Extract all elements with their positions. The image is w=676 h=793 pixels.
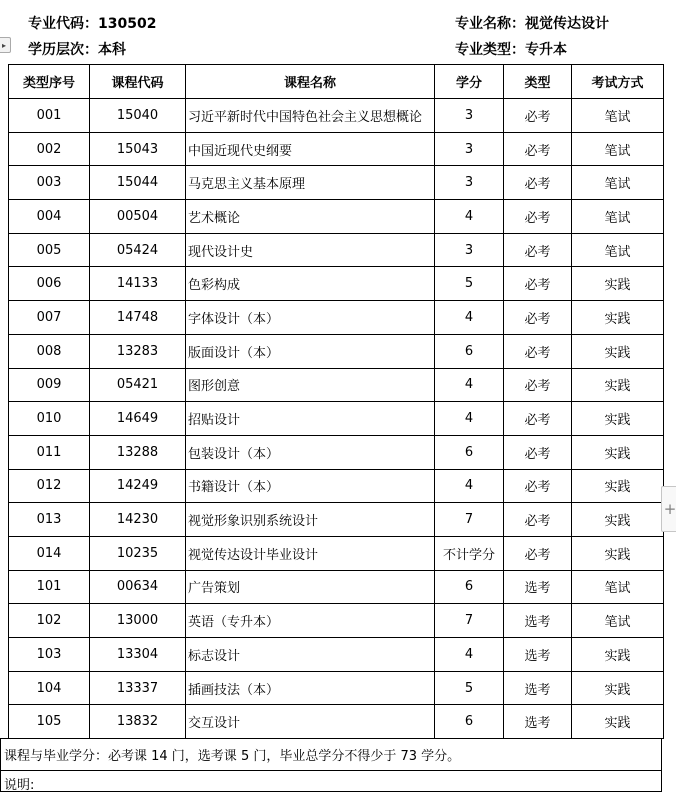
cell-type-seq: 010 xyxy=(9,402,90,436)
cell-credits: 4 xyxy=(435,638,504,672)
cell-exam-method: 实践 xyxy=(572,301,664,335)
table-row xyxy=(9,570,664,604)
cell-type-seq: 013 xyxy=(9,503,90,537)
table-row xyxy=(9,435,664,469)
cell-exam-method: 笔试 xyxy=(572,166,664,200)
cell-course-name: 视觉形象识别系统设计 xyxy=(186,503,435,537)
cell-course-code: 10235 xyxy=(90,536,186,570)
cell-course-code: 13832 xyxy=(90,705,186,739)
table-row xyxy=(9,671,664,705)
cell-type-seq: 001 xyxy=(9,99,90,133)
major-name-label: 专业名称： xyxy=(455,16,525,32)
cell-course-name: 插画技法（本） xyxy=(186,671,435,705)
cell-type: 必考 xyxy=(504,301,572,335)
cell-course-code: 00634 xyxy=(90,570,186,604)
course-table xyxy=(8,64,664,739)
cell-credits: 不计学分 xyxy=(435,536,504,570)
table-row xyxy=(9,99,664,133)
cell-type-seq: 008 xyxy=(9,334,90,368)
cell-exam-method: 实践 xyxy=(572,469,664,503)
cell-exam-method: 实践 xyxy=(572,402,664,436)
notes-row xyxy=(0,770,662,792)
cell-course-name: 色彩构成 xyxy=(186,267,435,301)
cell-exam-method: 笔试 xyxy=(572,99,664,133)
cell-course-name: 马克思主义基本原理 xyxy=(186,166,435,200)
cell-course-code: 14249 xyxy=(90,469,186,503)
cell-course-code: 14748 xyxy=(90,301,186,335)
cell-credits: 6 xyxy=(435,334,504,368)
cell-course-name: 习近平新时代中国特色社会主义思想概论 xyxy=(186,99,435,133)
cell-type: 必考 xyxy=(504,267,572,301)
cell-type-seq: 002 xyxy=(9,132,90,166)
cell-course-code: 13288 xyxy=(90,435,186,469)
cell-course-name: 图形创意 xyxy=(186,368,435,402)
pane-arrow-icon: ▸ xyxy=(1,40,6,50)
table-row xyxy=(9,166,664,200)
cell-course-name: 中国近现代史纲要 xyxy=(186,132,435,166)
summary-text: 课程与毕业学分：必考课 14 门，选考课 5 门，毕业总学分不得少于 73 学分。 xyxy=(4,749,461,764)
cell-type: 选考 xyxy=(504,671,572,705)
cell-type-seq: 011 xyxy=(9,435,90,469)
header-type: 类型 xyxy=(504,65,572,99)
cell-course-code: 15040 xyxy=(90,99,186,133)
cell-type: 选考 xyxy=(504,570,572,604)
cell-course-name: 视觉传达设计毕业设计 xyxy=(186,536,435,570)
cell-course-name: 包装设计（本） xyxy=(186,435,435,469)
cell-course-code: 05424 xyxy=(90,233,186,267)
cell-course-code: 15043 xyxy=(90,132,186,166)
cell-credits: 7 xyxy=(435,604,504,638)
cell-type: 选考 xyxy=(504,604,572,638)
table-row xyxy=(9,200,664,234)
cell-exam-method: 实践 xyxy=(572,638,664,672)
cell-type-seq: 104 xyxy=(9,671,90,705)
cell-exam-method: 实践 xyxy=(572,334,664,368)
cell-exam-method: 实践 xyxy=(572,671,664,705)
major-type-value: 专升本 xyxy=(525,42,567,58)
cell-exam-method: 实践 xyxy=(572,435,664,469)
summary-row xyxy=(0,738,662,771)
cell-credits: 4 xyxy=(435,368,504,402)
cell-type: 必考 xyxy=(504,233,572,267)
table-row xyxy=(9,132,664,166)
cell-course-code: 14133 xyxy=(90,267,186,301)
cell-course-name: 交互设计 xyxy=(186,705,435,739)
cell-credits: 3 xyxy=(435,166,504,200)
major-name-line xyxy=(455,13,609,33)
cell-type: 必考 xyxy=(504,166,572,200)
cell-credits: 6 xyxy=(435,570,504,604)
table-row xyxy=(9,469,664,503)
major-code-value: 130502 xyxy=(98,16,157,32)
cell-type-seq: 006 xyxy=(9,267,90,301)
major-type-label: 专业类型： xyxy=(455,42,525,58)
major-name-value: 视觉传达设计 xyxy=(525,16,609,32)
cell-type: 必考 xyxy=(504,200,572,234)
major-code-label: 专业代码： xyxy=(28,16,98,32)
table-row xyxy=(9,536,664,570)
course-table-body xyxy=(9,99,664,739)
table-row xyxy=(9,638,664,672)
cell-course-name: 标志设计 xyxy=(186,638,435,672)
cell-course-name: 版面设计（本） xyxy=(186,334,435,368)
cell-type: 必考 xyxy=(504,469,572,503)
table-row xyxy=(9,705,664,739)
cell-type: 必考 xyxy=(504,503,572,537)
cell-credits: 6 xyxy=(435,705,504,739)
cell-course-name: 字体设计（本） xyxy=(186,301,435,335)
cell-course-code: 00504 xyxy=(90,200,186,234)
cell-type-seq: 014 xyxy=(9,536,90,570)
major-code-line xyxy=(28,13,156,33)
cell-course-name: 艺术概论 xyxy=(186,200,435,234)
table-row xyxy=(9,402,664,436)
table-row xyxy=(9,301,664,335)
table-header-row xyxy=(9,65,664,99)
cell-course-name: 广告策划 xyxy=(186,570,435,604)
cell-exam-method: 实践 xyxy=(572,705,664,739)
cell-type-seq: 004 xyxy=(9,200,90,234)
table-row xyxy=(9,233,664,267)
cell-type: 必考 xyxy=(504,435,572,469)
cell-type-seq: 012 xyxy=(9,469,90,503)
cell-course-code: 13000 xyxy=(90,604,186,638)
education-level-label: 学历层次： xyxy=(28,42,98,58)
table-row xyxy=(9,604,664,638)
cell-exam-method: 笔试 xyxy=(572,604,664,638)
cell-course-code: 13283 xyxy=(90,334,186,368)
cell-type-seq: 009 xyxy=(9,368,90,402)
cell-type: 必考 xyxy=(504,334,572,368)
cell-course-name: 书籍设计（本） xyxy=(186,469,435,503)
zoom-in-button[interactable] xyxy=(661,486,676,532)
cell-credits: 3 xyxy=(435,233,504,267)
notes-label: 说明: xyxy=(4,778,35,793)
cell-exam-method: 笔试 xyxy=(572,200,664,234)
cell-credits: 3 xyxy=(435,132,504,166)
cell-course-code: 13304 xyxy=(90,638,186,672)
cell-credits: 5 xyxy=(435,671,504,705)
header-type-seq: 类型序号 xyxy=(9,65,90,99)
cell-type-seq: 007 xyxy=(9,301,90,335)
cell-type: 必考 xyxy=(504,402,572,436)
header-exam-method: 考试方式 xyxy=(572,65,664,99)
cell-course-name: 招贴设计 xyxy=(186,402,435,436)
cell-credits: 4 xyxy=(435,469,504,503)
table-row xyxy=(9,334,664,368)
cell-type: 必考 xyxy=(504,536,572,570)
cell-course-code: 13337 xyxy=(90,671,186,705)
table-row xyxy=(9,503,664,537)
table-row xyxy=(9,267,664,301)
cell-type: 选考 xyxy=(504,705,572,739)
cell-course-code: 14649 xyxy=(90,402,186,436)
cell-credits: 7 xyxy=(435,503,504,537)
cell-exam-method: 笔试 xyxy=(572,233,664,267)
cell-credits: 4 xyxy=(435,402,504,436)
cell-exam-method: 笔试 xyxy=(572,570,664,604)
cell-type: 选考 xyxy=(504,638,572,672)
cell-exam-method: 实践 xyxy=(572,536,664,570)
cell-exam-method: 实践 xyxy=(572,503,664,537)
cell-course-name: 英语（专升本） xyxy=(186,604,435,638)
cell-type: 必考 xyxy=(504,368,572,402)
education-level-value: 本科 xyxy=(98,42,126,58)
cell-course-code: 05421 xyxy=(90,368,186,402)
cell-credits: 4 xyxy=(435,200,504,234)
cell-type: 必考 xyxy=(504,99,572,133)
table-row xyxy=(9,368,664,402)
plus-icon: + xyxy=(663,500,676,518)
cell-type-seq: 102 xyxy=(9,604,90,638)
cell-exam-method: 笔试 xyxy=(572,132,664,166)
education-level-line xyxy=(28,39,126,59)
pane-handle-button[interactable] xyxy=(0,37,11,53)
cell-type: 必考 xyxy=(504,132,572,166)
cell-credits: 3 xyxy=(435,99,504,133)
cell-type-seq: 103 xyxy=(9,638,90,672)
cell-course-code: 14230 xyxy=(90,503,186,537)
cell-credits: 4 xyxy=(435,301,504,335)
cell-credits: 5 xyxy=(435,267,504,301)
header-credits: 学分 xyxy=(435,65,504,99)
cell-type-seq: 101 xyxy=(9,570,90,604)
cell-type-seq: 003 xyxy=(9,166,90,200)
cell-exam-method: 实践 xyxy=(572,267,664,301)
cell-course-name: 现代设计史 xyxy=(186,233,435,267)
header-course-code: 课程代码 xyxy=(90,65,186,99)
cell-type-seq: 105 xyxy=(9,705,90,739)
header-course-name: 课程名称 xyxy=(186,65,435,99)
cell-course-code: 15044 xyxy=(90,166,186,200)
cell-type-seq: 005 xyxy=(9,233,90,267)
cell-exam-method: 实践 xyxy=(572,368,664,402)
cell-credits: 6 xyxy=(435,435,504,469)
major-type-line xyxy=(455,39,567,59)
